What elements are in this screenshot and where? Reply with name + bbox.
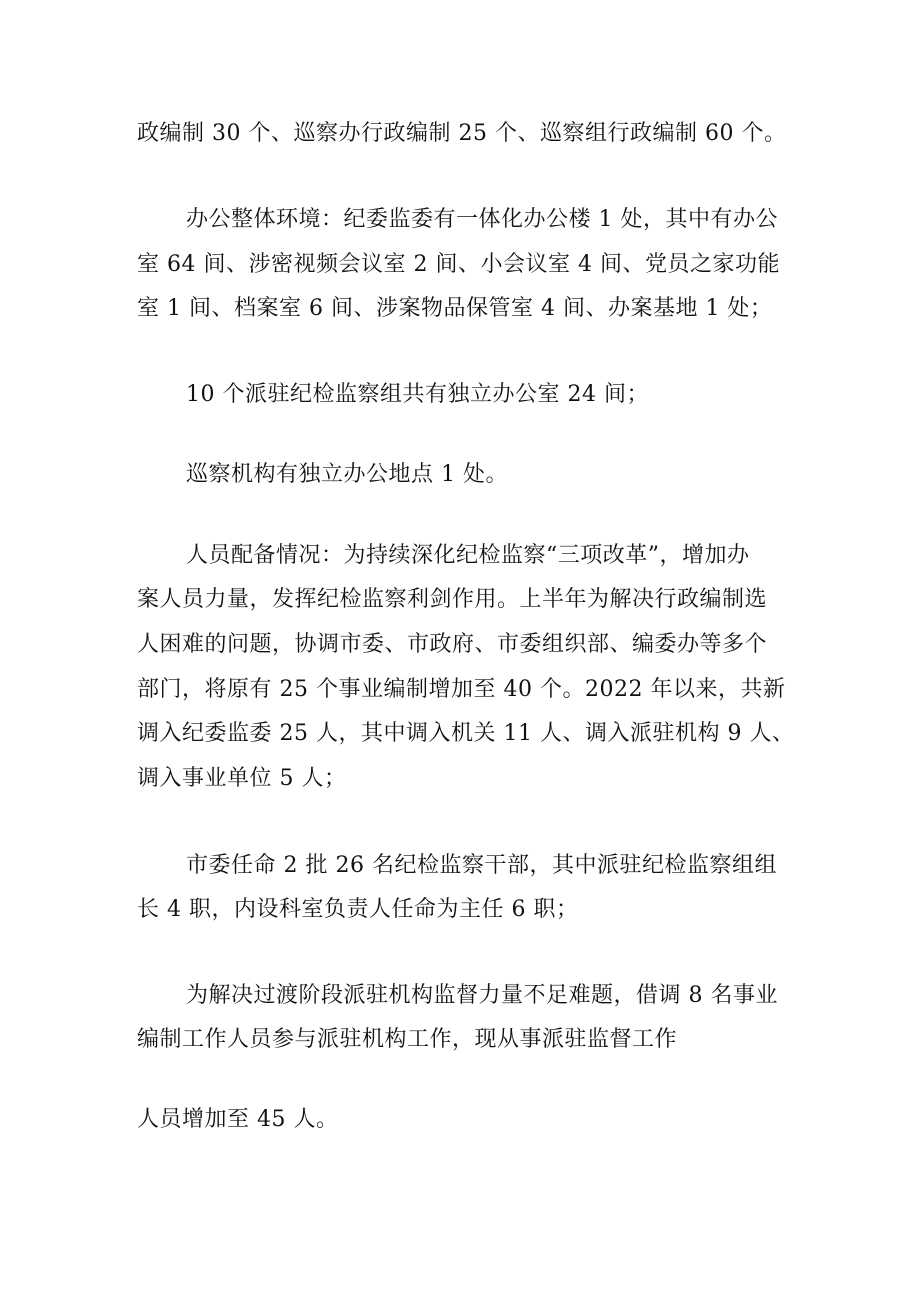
text-line: 室 64 间、涉密视频会议室 2 间、小会议室 4 间、党员之家功能 xyxy=(137,252,780,277)
text-line: 人员配备情况：为持续深化纪检监察“三项改革”，增加办 xyxy=(186,543,750,568)
text-line: 办公整体环境：纪委监委有一体化办公楼 1 处，其中有办公 xyxy=(186,207,778,232)
text-line: 市委任命 2 批 26 名纪检监察干部，其中派驻纪检监察组组 xyxy=(186,853,777,878)
text-line: 案人员力量，发挥纪检监察利剑作用。上半年为解决行政编制选 xyxy=(137,587,768,612)
text-line: 人员增加至 45 人。 xyxy=(137,1107,339,1132)
text-line: 人困难的问题，协调市委、市政府、市委组织部、编委办等多个 xyxy=(137,632,768,657)
text-line: 部门，将原有 25 个事业编制增加至 40 个。2022 年以来，共新 xyxy=(137,677,786,702)
text-line: 10 个派驻纪检监察组共有独立办公室 24 间； xyxy=(186,382,649,407)
text-line: 编制工作人员参与派驻机构工作，现从事派驻监督工作 xyxy=(137,1027,678,1052)
text-line: 调入事业单位 5 人； xyxy=(137,766,347,791)
text-line: 为解决过渡阶段派驻机构监督力量不足难题，借调 8 名事业 xyxy=(186,983,778,1008)
text-line: 调入纪委监委 25 人，其中调入机关 11 人、调入派驻机构 9 人、 xyxy=(137,721,795,746)
text-line: 政编制 30 个、巡察办行政编制 25 个、巡察组行政编制 60 个。 xyxy=(137,121,787,146)
text-line: 室 1 间、档案室 6 间、涉案物品保管室 4 间、办案基地 1 处； xyxy=(137,296,773,321)
text-line: 长 4 职，内设科室负责人任命为主任 6 职； xyxy=(137,897,579,922)
text-line: 巡察机构有独立办公地点 1 处。 xyxy=(186,462,508,487)
